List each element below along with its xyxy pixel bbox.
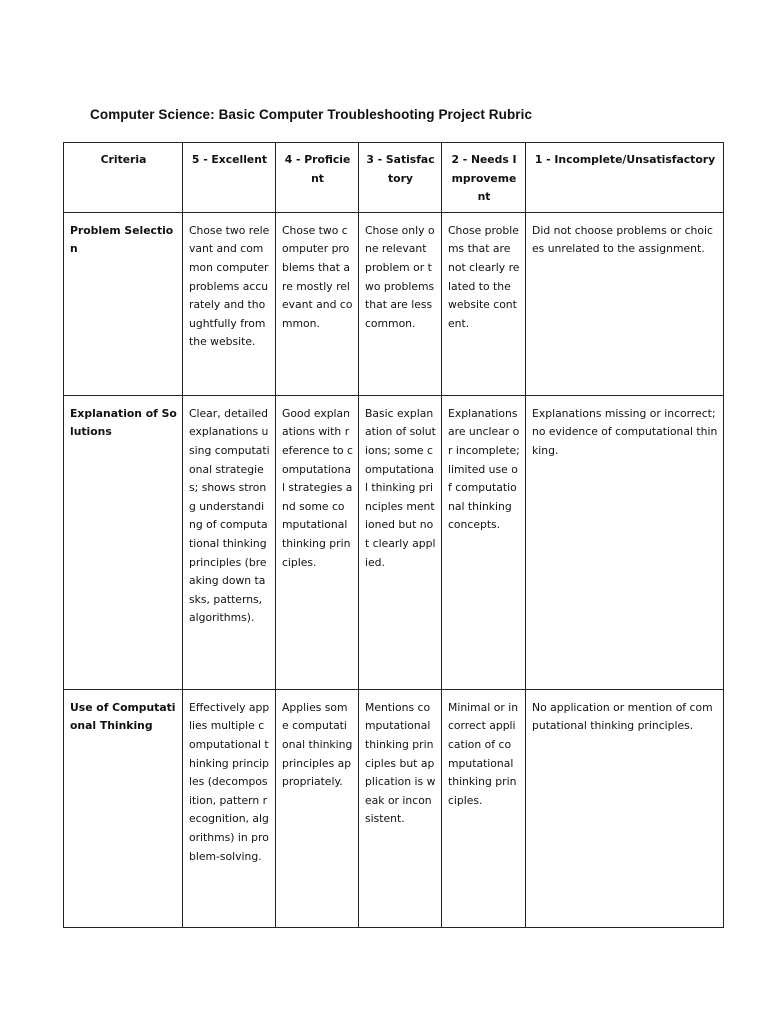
header-needs-improvement: 2 - Needs Improvement: [442, 143, 526, 213]
rubric-cell: Chose problems that are not clearly related to the website content.: [442, 212, 526, 395]
criteria-cell: Explanation of Solutions: [64, 395, 183, 689]
rubric-cell: Chose only one relevant problem or two problems that are less common.: [359, 212, 442, 395]
rubric-cell: Explanations are unclear or incomplete; limited use of computational thinking concepts.: [442, 395, 526, 689]
header-excellent: 5 - Excellent: [183, 143, 276, 213]
header-incomplete: 1 - Incomplete/Unsatisfactory: [526, 143, 724, 213]
rubric-cell: Basic explanation of solutions; some computational thinking principles mentioned but not clearly applied.: [359, 395, 442, 689]
rubric-table: [63, 142, 724, 928]
rubric-cell: Minimal or incorrect application of computational thinking principles.: [442, 689, 526, 927]
header-satisfactory: 3 - Satisfactory: [359, 143, 442, 213]
rubric-cell: Effectively applies multiple computational thinking principles (decomposition, pattern recognition, algorithms) in problem-solving.: [183, 689, 276, 927]
table-row: [64, 395, 724, 689]
criteria-cell: Problem Selection: [64, 212, 183, 395]
rubric-cell: Did not choose problems or choices unrelated to the assignment.: [526, 212, 724, 395]
rubric-cell: Applies some computational thinking principles appropriately.: [276, 689, 359, 927]
rubric-cell: Chose two computer problems that are mostly relevant and common.: [276, 212, 359, 395]
header-proficient: 4 - Proficient: [276, 143, 359, 213]
rubric-cell: Explanations missing or incorrect; no evidence of computational thinking.: [526, 395, 724, 689]
rubric-cell: Clear, detailed explanations using computational strategies; shows strong understanding of computational thinking principles (breaking down tasks, patterns, algorithms).: [183, 395, 276, 689]
table-row: [64, 689, 724, 927]
document-title: Computer Science: Basic Computer Troubleshooting Project Rubric: [90, 107, 533, 122]
table-row: [64, 212, 724, 395]
header-criteria: Criteria: [64, 143, 183, 213]
rubric-cell: Chose two relevant and common computer problems accurately and thoughtfully from the website.: [183, 212, 276, 395]
criteria-cell: Use of Computational Thinking: [64, 689, 183, 927]
header-row: [64, 143, 724, 213]
rubric-cell: Good explanations with reference to computational strategies and some computational thinking principles.: [276, 395, 359, 689]
rubric-cell: Mentions computational thinking principles but application is weak or inconsistent.: [359, 689, 442, 927]
rubric-cell: No application or mention of computational thinking principles.: [526, 689, 724, 927]
